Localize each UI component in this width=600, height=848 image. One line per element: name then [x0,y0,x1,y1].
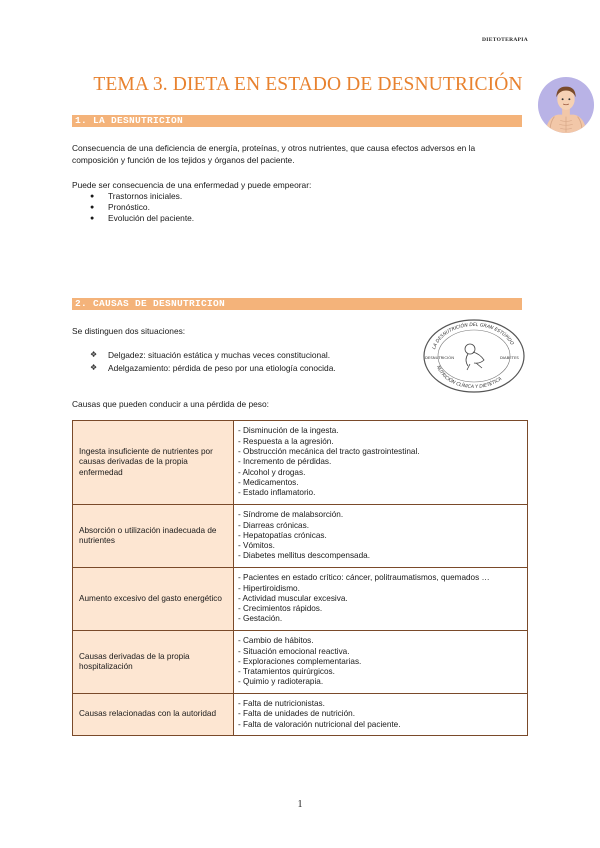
table-row [73,694,528,736]
item-line: - Falta de unidades de nutrición. [238,709,355,719]
svg-text:LA DESNUTRICIÓN DEL GRAN ESTÚP: LA DESNUTRICIÓN DEL GRAN ESTÚPIDO [432,322,514,351]
list-item: ● Pronóstico. [90,202,150,212]
definition-paragraph: Consecuencia de una deficiencia de energía, proteínas, y otros nutrientes, que causa efectos adversos en la composición y función de los tejidos y órganos del paciente. [72,143,476,165]
section-heading-1: 1. LA DESNUTRICION [72,115,522,127]
cause-cell: Absorción o utilización inadecuada de nutrientes [73,505,234,568]
item-line: - Respuesta a la agresión. [238,436,334,446]
svg-text:NUTRICIÓN CLÍNICA Y DIETÉTICA: NUTRICIÓN CLÍNICA Y DIETÉTICA [434,365,503,391]
item-line: - Exploraciones complementarias. [238,656,362,666]
page-number: 1 [297,799,303,810]
item-line: - Estado inflamatorio. [238,488,316,498]
list-item: ● Evolución del paciente. [90,213,195,223]
item-line: - Cambio de hábitos. [238,636,314,646]
page-title: TEMA 3. DIETA EN ESTADO DE DESNUTRICIÓN [93,74,523,95]
table-row [73,631,528,694]
consequence-list [90,191,194,224]
items-cell [234,505,528,568]
item-line: - Vómitos. [238,541,275,551]
cause-cell: Causas derivadas de la propia hospitalización [73,631,234,694]
item-line: - Hipertiroidismo. [238,583,300,593]
item-line: - Actividad muscular excesiva. [238,593,348,603]
items-cell [234,631,528,694]
item-line: - Situación emocional reactiva. [238,646,350,656]
bullet-icon: ● [90,215,95,222]
item-line: - Quimio y radioterapia. [238,677,324,687]
list-item: ❖ Delgadez: situación estática y muchas veces constitucional. [90,350,331,360]
avatar-icon [537,76,595,134]
section-heading-2: 2. CAUSAS DE DESNUTRICION [72,298,522,310]
items-cell [234,694,528,736]
table-row [73,505,528,568]
item-line: - Síndrome de malabsorción. [238,510,344,520]
diamond-bullet-icon: ❖ [90,350,98,359]
bullet-icon: ● [90,204,95,211]
item-line: - Medicamentos. [238,477,299,487]
item-line: - Alcohol y drogas. [238,467,306,477]
list-item: ❖ Adelgazamiento: pérdida de peso por una etiología conocida. [90,362,336,373]
situations-intro: Se distinguen dos situaciones: [72,326,186,336]
cause-cell: Ingesta insuficiente de nutrientes por causas derivadas de la propia enfermedad [73,421,234,505]
causes-intro: Causas que pueden conducir a una pérdida de peso: [72,399,269,409]
item-line: - Falta de valoración nutricional del paciente. [238,719,401,729]
svg-text:DESNUTRICIÓN: DESNUTRICIÓN [425,355,455,360]
cause-cell: Aumento excesivo del gasto energético [73,568,234,631]
items-cell [234,568,528,631]
item-line: - Diarreas crónicas. [238,520,309,530]
nutrition-stamp-image [418,316,530,396]
table-row [73,421,528,505]
item-line: - Tratamientos quirúrgicos. [238,667,335,677]
item-line: - Incremento de pérdidas. [238,457,332,467]
consequence-intro: Puede ser consecuencia de una enfermedad y puede empeorar: [72,180,312,190]
svg-text:DIABETES: DIABETES [500,355,519,360]
item-line: - Diabetes mellitus descompensada. [238,551,370,561]
item-line: - Disminución de la ingesta. [238,426,339,436]
items-cell [234,421,528,505]
causes-table [72,420,528,736]
item-line: - Gestación. [238,614,283,624]
situations-list [90,349,336,374]
item-line: - Falta de nutricionistas. [238,699,325,709]
list-item: ● Trastornos iniciales. [90,191,183,201]
bullet-icon: ● [90,193,95,200]
item-line: - Crecimientos rápidos. [238,604,323,614]
header-label: DIETOTERAPIA [482,37,528,43]
item-line: - Hepatopatías crónicas. [238,530,327,540]
item-line: - Pacientes en estado crítico: cáncer, politraumatismos, quemados … [238,573,490,583]
diamond-bullet-icon: ❖ [90,362,98,372]
table-row [73,568,528,631]
item-line: - Obstrucción mecánica del tracto gastrointestinal. [238,447,420,457]
cause-cell: Causas relacionadas con la autoridad [73,694,234,736]
